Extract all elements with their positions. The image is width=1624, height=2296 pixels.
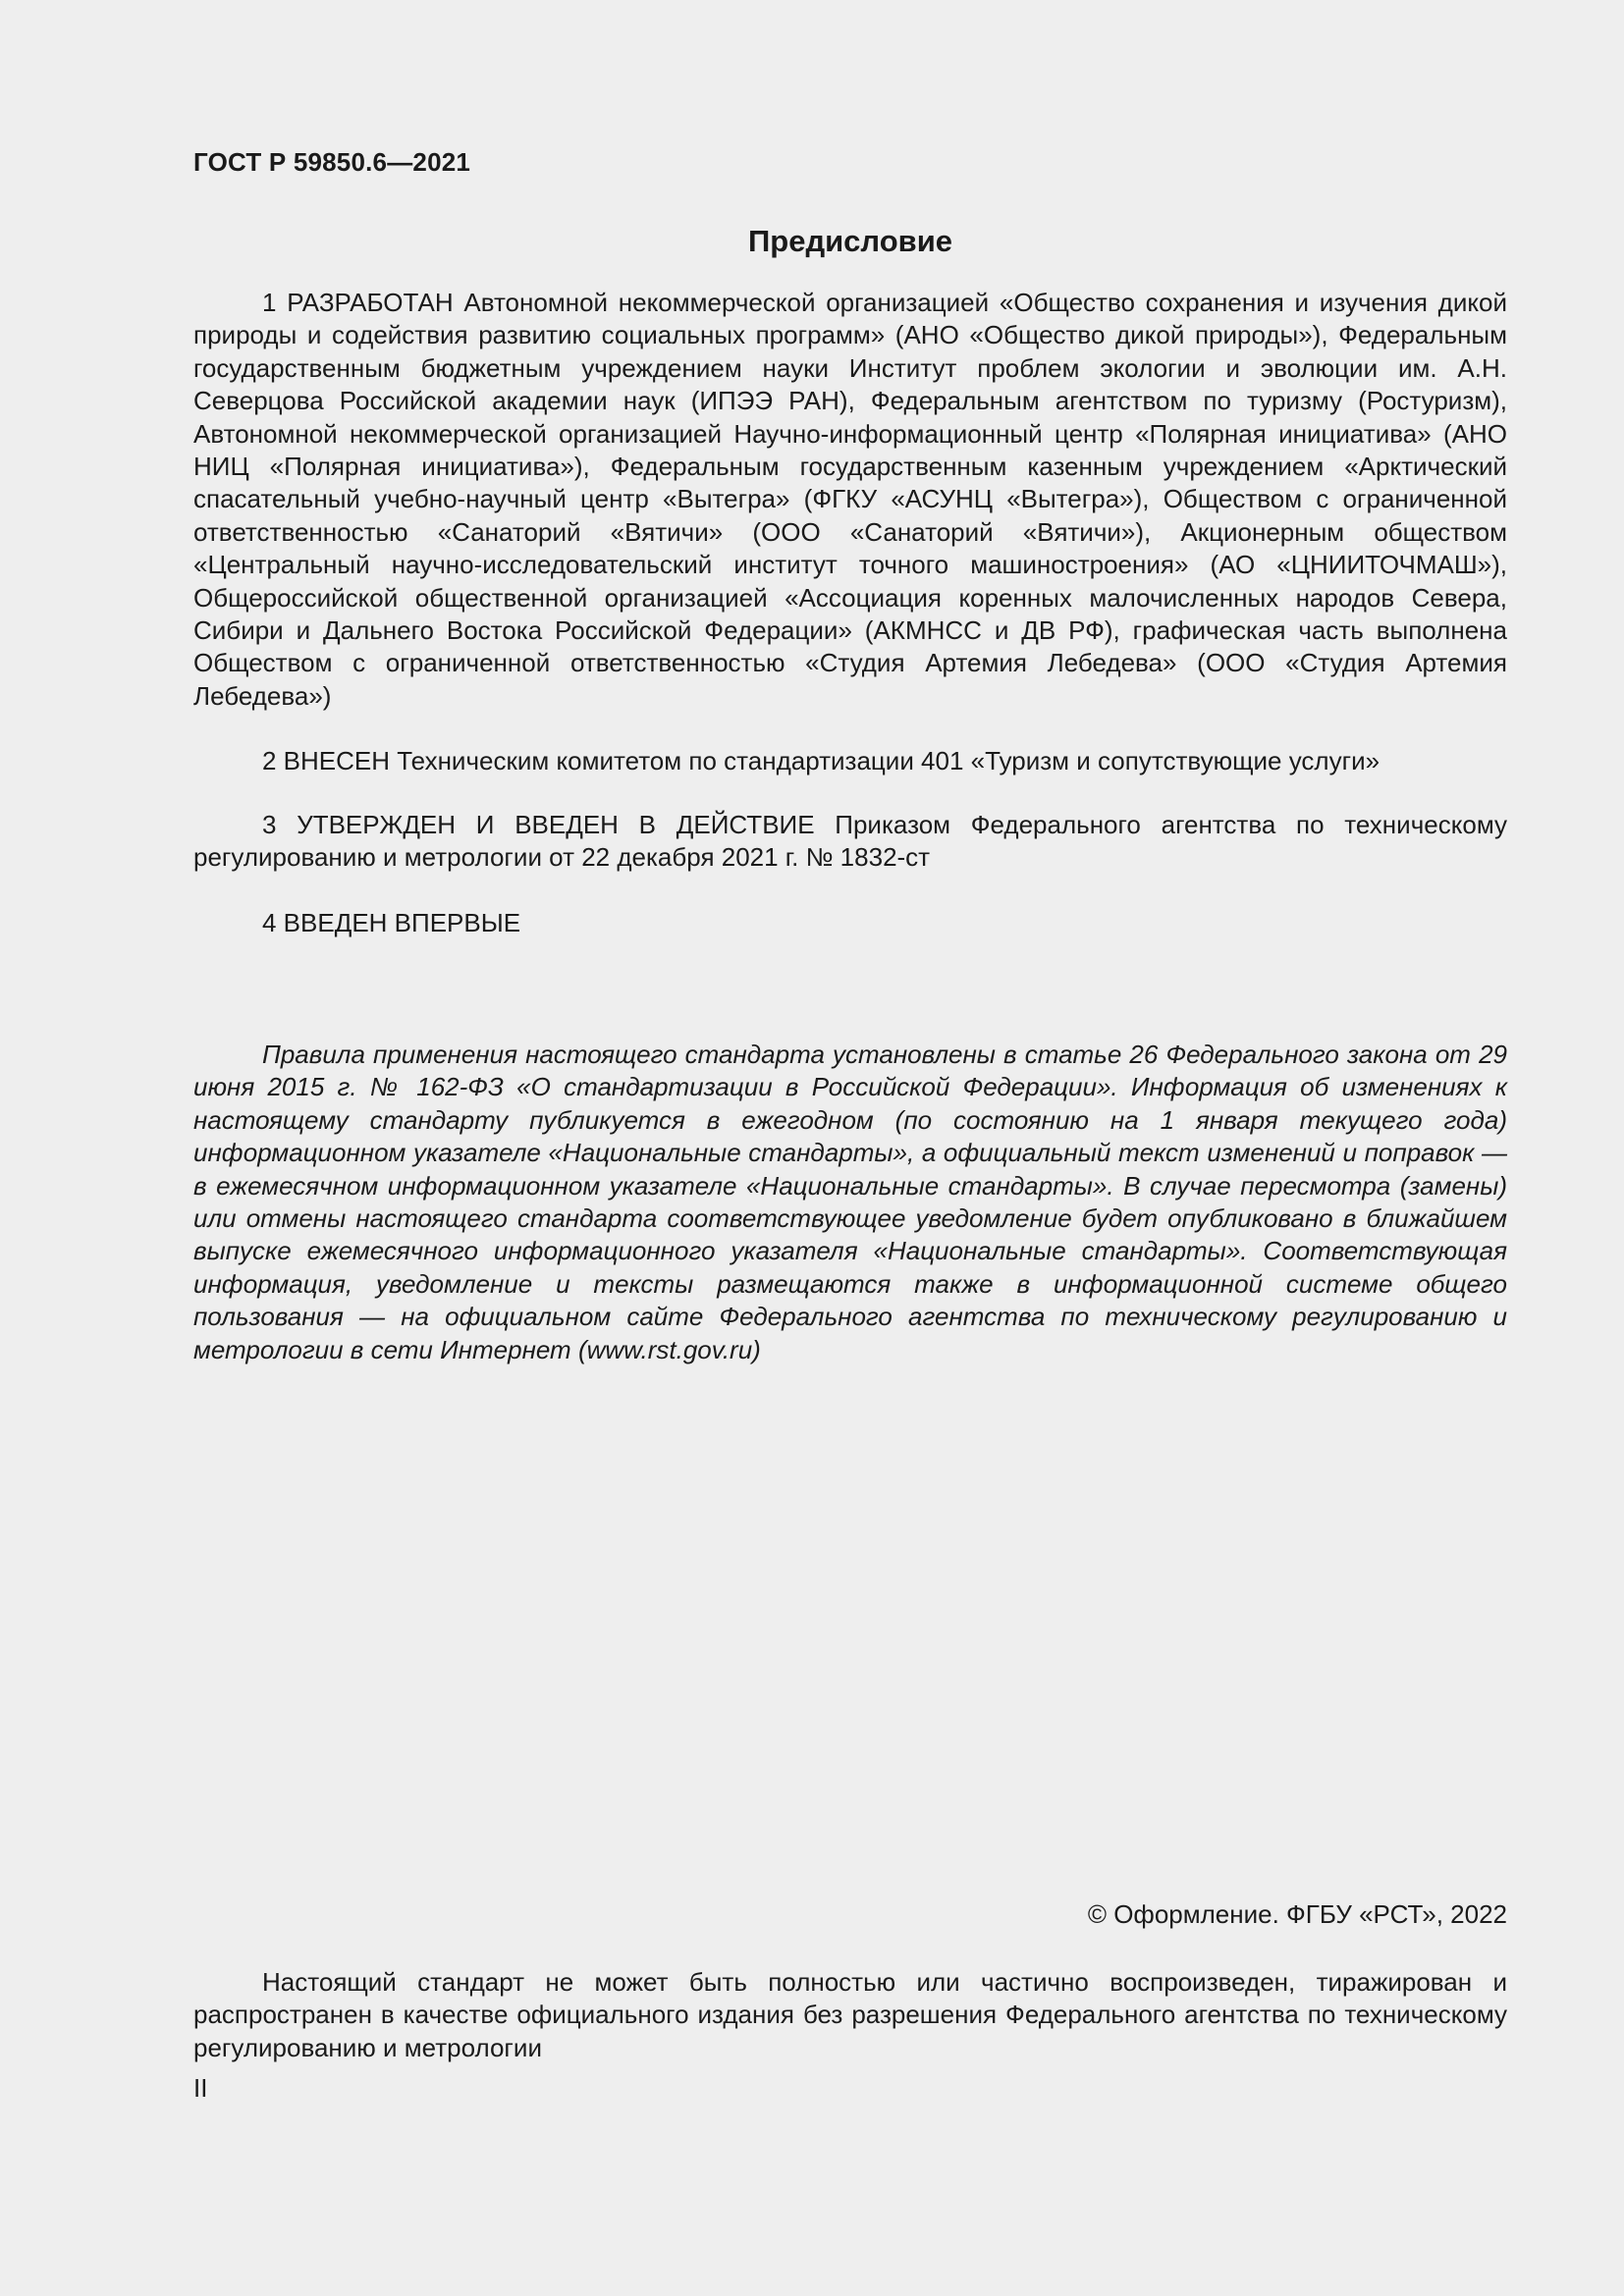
preface-title: Предисловие xyxy=(747,224,952,258)
reproduction-notice: Настоящий стандарт не может быть полностью или частично воспроизведен, тиражирован и распространен в качестве официального издания без разрешения Федерального агентства по техническому регулированию и метрологии xyxy=(193,1967,1507,2062)
application-rules-notice: Правила применения настоящего стандарта установлены в статье 26 Федерального закона от 29 июня 2015 г. № 162-ФЗ «О стандартизации в Российской Федерации». Информация об изменениях к настоящему стандарту публикуется в ежегодном (по состоянию на 1 января текущего года) информационном указателе «Национальные стандарты», а официальный текст изменений и поправок — в ежемесячном информационном указателе «Национальные стандарты». В случае пересмотра (замены) или отмены настоящего стандарта соответствующее уведомление будет опубликовано в ближайшем выпуске ежемесячного информационного указателя «Национальные стандарты». Соответствующая информация, уведомление и тексты размещаются также в информационной системе общего пользования — на официальном сайте Федерального агентства по техническому регулированию и метрологии в сети Интернет (www.rst.gov.ru) xyxy=(193,1040,1507,1364)
page-number: II xyxy=(193,2073,208,2103)
preface-item-developed: 1 РАЗРАБОТАН Автономной некоммерческой организацией «Общество сохранения и изучения дикой природы и содействия развитию социальных программ» (АНО «Общество дикой природы»), Федеральным государственным бюджетным учреждением науки Институт проблем экологии и эволюции им. А.Н. Северцова Российской академии наук (ИПЭЭ РАН), Федеральным агентством по туризму (Ростуризм), Автономной некоммерческой организацией Научно-информационный центр «Полярная инициатива» (АНО НИЦ «Полярная инициатива»), Федеральным государственным казенным учреждением «Арктический спасательный учебно-научный центр «Вытегра» (ФГКУ «АСУНЦ «Вытегра»), Обществом с ограниченной ответственностью «Санаторий «Вятичи» (ООО «Санаторий «Вятичи»), Акционерным обществом «Центральный научно-исследовательский институт точного машиностроения» (АО «ЦНИИТОЧМАШ»), Общероссийской общественной организацией «Ассоциация коренных малочисленных народов Севера, Сибири и Дальнего Востока Российской Федерации» (АКМНСС и ДВ РФ), графическая часть выполнена Обществом с ограниченной ответственностью «Студия Артемия Лебедева» (ООО «Студия Артемия Лебедева») xyxy=(193,288,1507,711)
document-code: ГОСТ Р 59850.6—2021 xyxy=(193,147,471,177)
preface-item-approved: 3 УТВЕРЖДЕН И ВВЕДЕН В ДЕЙСТВИЕ Приказом Федерального агентства по техническому регулированию и метрологии от 22 декабря 2021 г. № 1832-ст xyxy=(193,810,1507,873)
preface-item-submitted: 2 ВНЕСЕН Техническим комитетом по стандартизации 401 «Туризм и сопутствующие услуги» xyxy=(262,746,1380,775)
document-page xyxy=(193,0,1507,2296)
copyright-line: © Оформление. ФГБУ «РСТ», 2022 xyxy=(1087,1899,1507,1929)
preface-item-introduced: 4 ВВЕДЕН ВПЕРВЫЕ xyxy=(262,908,521,937)
